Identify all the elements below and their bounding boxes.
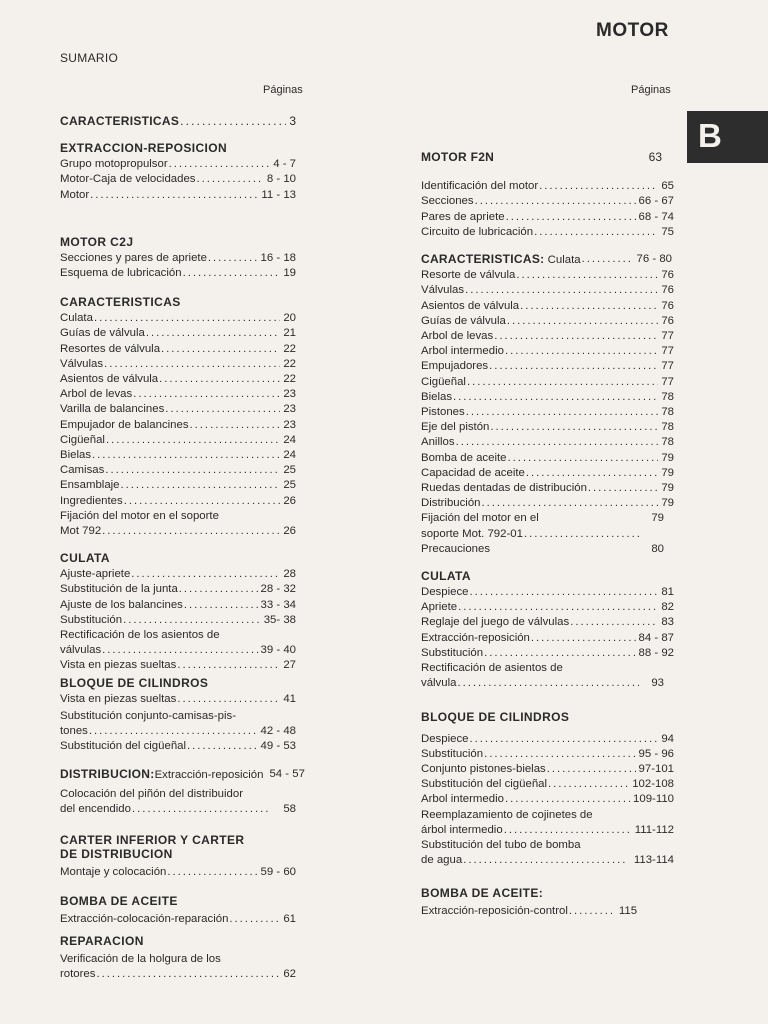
toc-entry-label: Varilla de balancines <box>60 403 165 416</box>
toc-row <box>60 326 296 341</box>
toc-page: 79 <box>661 451 674 464</box>
toc-list <box>421 732 674 808</box>
dot-leader <box>504 792 630 807</box>
toc-row <box>60 433 296 448</box>
toc-entry-label: Reglaje del juego de válvulas <box>421 616 570 629</box>
toc-entry-label: Secciones <box>421 195 474 208</box>
toc-row <box>421 314 674 329</box>
toc-page: 88 - 92 <box>638 646 674 659</box>
toc-row <box>421 435 674 450</box>
toc-row <box>421 732 674 747</box>
toc-entry-label: Bomba de aceite <box>421 451 507 464</box>
section-heading: BLOQUE DE CILINDROS <box>421 709 570 724</box>
dot-leader <box>481 496 659 511</box>
toc-page: 23 <box>283 403 296 416</box>
toc-row <box>421 585 674 600</box>
dot-leader <box>130 567 280 582</box>
dot-leader <box>104 463 280 478</box>
toc-row: Montaje y colocación . . . 59 - 60 <box>60 865 296 880</box>
toc-page: 4 - 7 <box>273 158 296 171</box>
dot-leader <box>530 631 636 646</box>
toc-entry-label: Substitución <box>421 646 484 659</box>
section-letter: B <box>698 117 722 154</box>
toc-page: 76 <box>661 299 674 312</box>
toc-entry-label: Eje del pistón <box>421 421 490 434</box>
toc-row <box>421 405 674 420</box>
toc-row <box>421 646 674 661</box>
toc-entry-label: Guías de válvula <box>60 327 145 340</box>
toc-page: 109-110 <box>633 793 674 806</box>
toc-page: 65 <box>661 180 674 193</box>
toc-row <box>421 268 674 283</box>
toc-page: 20 <box>283 312 296 325</box>
toc-page: 81 <box>661 586 674 599</box>
section-heading: CARACTERISTICAS <box>60 295 181 310</box>
toc-entry-label: Substitución <box>60 613 123 626</box>
toc-row <box>421 792 674 807</box>
dot-leader <box>120 478 281 493</box>
toc-entry-label: Bielas <box>421 390 453 403</box>
toc-entry-label: Distribución <box>421 497 481 510</box>
toc-entry-label: Camisas <box>60 464 105 477</box>
toc-entry-label: Ajuste de los balancines <box>60 598 183 611</box>
dot-leader <box>483 747 635 762</box>
toc-row: Vista en piezas sueltas . . . 27 <box>60 658 296 673</box>
toc-entry-label: Cigüeñal <box>60 433 105 446</box>
toc-entry-label: Empujadores <box>421 360 489 373</box>
toc-row <box>421 747 674 762</box>
toc-page: 16 - 18 <box>260 251 296 264</box>
dot-leader <box>178 582 258 597</box>
toc-row: Extracción-colocación-reparación . . . 61 <box>60 912 296 927</box>
dot-leader <box>469 585 659 600</box>
toc-row: válvulas . . . 39 - 40 <box>60 643 296 658</box>
dot-leader <box>474 194 636 209</box>
toc-page: 26 <box>283 494 296 507</box>
toc-page: 28 <box>283 568 296 581</box>
toc-page: 77 <box>661 375 674 388</box>
dot-leader <box>547 777 629 792</box>
toc-page: 21 <box>283 327 296 340</box>
toc-page: 22 <box>283 342 296 355</box>
toc-row <box>60 463 296 478</box>
section-heading: DE DISTRIBUCION <box>60 847 173 862</box>
dot-leader <box>505 210 636 225</box>
section-heading: MOTOR F2N <box>421 150 495 164</box>
toc-row: tones . . . 42 - 48 <box>60 724 296 739</box>
toc-row <box>60 387 296 402</box>
toc-entry-label: Extracción-reposición <box>421 631 530 644</box>
toc-entry-label: Despiece <box>421 732 469 745</box>
dot-leader <box>483 646 635 661</box>
toc-entry-line: Colocación del piñón del distribuidor <box>60 787 243 800</box>
toc-row <box>421 496 674 511</box>
toc-row <box>421 210 674 225</box>
toc-heading: CARACTERISTICAS <box>60 114 180 128</box>
toc-row: del encendido . . . 58 <box>60 802 296 817</box>
toc-entry-line: Verificación de la holgura de los <box>60 952 221 965</box>
toc-page: 76 <box>661 269 674 282</box>
section-heading: CULATA <box>60 551 110 566</box>
toc-page: 8 - 10 <box>266 173 296 186</box>
toc-entry-label: Despiece <box>421 586 469 599</box>
toc-page: 3 <box>289 114 296 128</box>
toc-row <box>60 251 296 266</box>
toc-row <box>421 762 674 777</box>
toc-page: 77 <box>661 360 674 373</box>
toc-page: 11 - 13 <box>261 188 296 201</box>
toc-row <box>421 194 674 209</box>
toc-row <box>421 375 674 390</box>
dot-leader <box>504 344 658 359</box>
toc-page: 76 <box>661 284 674 297</box>
toc-page: 77 <box>661 345 674 358</box>
dot-leader <box>469 732 659 747</box>
toc-row <box>60 157 296 172</box>
toc-list <box>60 157 296 203</box>
dot-leader <box>132 387 280 402</box>
pages-label-left: Páginas <box>263 84 303 96</box>
toc-page: 84 - 87 <box>638 631 674 644</box>
dot-leader <box>89 188 258 203</box>
toc-page: 25 <box>283 479 296 492</box>
toc-entry-label: Arbol de levas <box>60 388 133 401</box>
toc-row <box>421 283 674 298</box>
toc-row <box>421 777 674 792</box>
dot-leader <box>160 342 280 357</box>
toc-page: 25 <box>283 464 296 477</box>
toc-page: 78 <box>661 390 674 403</box>
toc-entry-label: Motor-Caja de velocidades <box>60 173 196 186</box>
toc-entry-label: Empujador de balancines <box>60 418 189 431</box>
toc-row <box>60 342 296 357</box>
toc-page: 95 - 96 <box>638 747 674 760</box>
toc-row <box>421 390 674 405</box>
toc-page: 24 <box>283 449 296 462</box>
toc-page: 22 <box>283 373 296 386</box>
toc-entry-label: Ruedas dentadas de distribución <box>421 482 587 495</box>
toc-page: 78 <box>661 406 674 419</box>
toc-entry-label: Resortes de válvula <box>60 342 161 355</box>
summary-heading: SUMARIO <box>60 51 119 65</box>
dot-leader <box>489 420 658 435</box>
section-heading: EXTRACCION-REPOSICION <box>60 141 228 156</box>
toc-row: Mot 792 . . . 26 <box>60 524 296 539</box>
toc-page: 97-101 <box>638 762 674 775</box>
toc-row <box>60 372 296 387</box>
toc-page: 77 <box>661 330 674 343</box>
dot-leader <box>569 615 658 630</box>
toc-entry-label: Asientos de válvula <box>421 299 520 312</box>
section-tab <box>687 111 768 163</box>
toc-entry-label: Capacidad de aceite <box>421 466 525 479</box>
toc-row <box>421 299 674 314</box>
toc-list <box>60 567 296 628</box>
dot-leader <box>123 494 281 509</box>
toc-entry-line: Rectificación de los asientos de <box>60 629 220 642</box>
dot-leader <box>91 448 280 463</box>
toc-entry-line: Fijación del motor en el soporte <box>60 509 219 522</box>
toc-row: válvula . . . 93 <box>421 676 674 691</box>
toc-row: MOTOR F2N 63 <box>421 150 662 164</box>
toc-entry-label: Esquema de lubricación <box>60 267 182 280</box>
toc-entry-label: Válvulas <box>421 284 465 297</box>
toc-row <box>421 179 674 194</box>
toc-page: 28 - 32 <box>260 583 296 596</box>
toc-entry-label: Anillos <box>421 436 455 449</box>
dot-leader <box>515 268 658 283</box>
toc-list <box>60 311 296 509</box>
section-heading: MOTOR C2J <box>60 234 134 249</box>
toc-row <box>60 598 296 613</box>
toc-entry-line: Reemplazamiento de cojinetes de <box>421 808 593 821</box>
toc-row <box>60 478 296 493</box>
toc-entry-label: Asientos de válvula <box>60 373 159 386</box>
toc-row: de agua . . . 113-114 <box>421 853 674 868</box>
toc-row <box>60 188 296 203</box>
dot-leader <box>196 172 264 187</box>
toc-entry-label: Ajuste-apriete <box>60 568 131 581</box>
toc-entry-label: Arbol intermedio <box>421 793 504 806</box>
toc-entry-label: Válvulas <box>60 357 104 370</box>
toc-row <box>60 311 296 326</box>
toc-page: 79 <box>661 497 674 510</box>
dot-leader <box>455 435 659 450</box>
toc-page: 79 <box>661 466 674 479</box>
toc-entry-label: Circuito de lubricación <box>421 225 534 238</box>
section-heading: DISTRIBUCION: <box>60 766 155 781</box>
dot-leader <box>105 433 280 448</box>
toc-entry-label: Secciones y pares de apriete <box>60 251 207 264</box>
toc-row <box>60 494 296 509</box>
toc-row: Precauciones 80 <box>421 542 664 555</box>
toc-row: soporte Mot. 792-01 . . . <box>421 527 674 542</box>
section-heading: CARACTERISTICAS: <box>421 252 545 267</box>
toc-row <box>421 481 674 496</box>
section-heading: REPARACION <box>60 933 144 948</box>
dot-leader <box>507 451 659 466</box>
toc-row <box>60 418 296 433</box>
dot-leader <box>525 466 658 481</box>
section-heading: BOMBA DE ACEITE <box>60 894 178 909</box>
toc-page: 35- 38 <box>263 613 296 626</box>
toc-entry-label: Apriete <box>421 601 458 614</box>
toc-row <box>60 114 296 129</box>
toc-page: 83 <box>661 616 674 629</box>
toc-page: 19 <box>283 267 296 280</box>
toc-page: 22 <box>283 357 296 370</box>
section-heading: BLOQUE DE CILINDROS <box>60 675 209 690</box>
toc-entry-label: Motor <box>60 188 90 201</box>
toc-row: Fijación del motor en el 79 <box>421 512 664 525</box>
toc-entry-label: Arbol de levas <box>421 330 494 343</box>
toc-page: 79 <box>661 482 674 495</box>
toc-row <box>421 600 674 615</box>
toc-page: 68 - 74 <box>638 210 674 223</box>
toc-row <box>421 225 674 240</box>
toc-row: Substitución del cigüeñal . . . 49 - 53 <box>60 739 296 754</box>
toc-page: 66 - 67 <box>638 195 674 208</box>
toc-entry-label: Conjunto pistones-bielas <box>421 762 546 775</box>
toc-entry-label: Substitución del cigüeñal <box>421 778 548 791</box>
toc-row <box>421 359 674 374</box>
toc-page: 33 - 34 <box>260 598 296 611</box>
toc-page: 24 <box>283 433 296 446</box>
dot-leader <box>493 329 658 344</box>
dot-leader <box>93 311 280 326</box>
dot-leader <box>158 372 280 387</box>
dot-leader <box>182 266 281 281</box>
toc-row: DISTRIBUCION:Extracción-reposición 54 - 57 <box>60 766 305 781</box>
toc-row <box>60 567 296 582</box>
dot-leader <box>587 481 658 496</box>
toc-row <box>421 420 674 435</box>
dot-leader <box>546 762 636 777</box>
toc-row <box>60 357 296 372</box>
toc-row <box>421 329 674 344</box>
section-heading: CARTER INFERIOR Y CARTER <box>60 833 245 848</box>
toc-row <box>421 344 674 359</box>
toc-page: 76 <box>661 314 674 327</box>
toc-page: 82 <box>661 601 674 614</box>
dot-leader <box>457 600 658 615</box>
toc-entry-line: Rectificación de asientos de <box>421 662 563 675</box>
toc-entry-label: Culata <box>60 312 93 325</box>
section-heading: BOMBA DE ACEITE: <box>421 886 544 901</box>
toc-entry-line: Substitución del tubo de bomba <box>421 838 581 851</box>
toc-entry-label: Ingredientes <box>60 494 123 507</box>
dot-leader <box>183 598 258 613</box>
toc-row <box>60 448 296 463</box>
toc-row: CARACTERISTICAS: Culata . . . 76 - 80 <box>421 252 674 268</box>
toc-entry-label: Arbol intermedio <box>421 345 504 358</box>
dot-leader <box>168 157 271 172</box>
right-column <box>421 150 674 920</box>
toc-entry-label: Ensamblaje <box>60 479 120 492</box>
dot-leader <box>488 359 658 374</box>
toc-row <box>60 402 296 417</box>
dot-leader <box>506 314 658 329</box>
toc-list <box>421 179 674 240</box>
toc-page: 78 <box>661 421 674 434</box>
toc-page: 75 <box>661 225 674 238</box>
toc-entry-label: Substitución de la junta <box>60 583 178 596</box>
toc-row <box>421 615 674 630</box>
toc-row <box>60 582 296 597</box>
dot-leader <box>145 326 280 341</box>
toc-entry-label: Substitución <box>421 747 484 760</box>
toc-entry-label: Identificación del motor <box>421 180 539 193</box>
toc-entry-label: Cigüeñal <box>421 375 466 388</box>
dot-leader <box>207 251 258 266</box>
toc-list <box>421 268 674 511</box>
dot-leader <box>164 402 280 417</box>
toc-entry-label: Resorte de válvula <box>421 269 516 282</box>
page-title: MOTOR <box>596 20 669 41</box>
toc-entry-label: Guías de válvula <box>421 314 506 327</box>
toc-row: Extracción-reposición-control . . . 115 <box>421 904 674 919</box>
toc-list <box>60 251 296 281</box>
toc-page: 23 <box>283 388 296 401</box>
dot-leader <box>465 405 659 420</box>
toc-entry-label: Pistones <box>421 406 465 419</box>
toc-row <box>60 172 296 187</box>
toc-entry-line: Substitución conjunto-camisas-pis- <box>60 709 236 722</box>
dot-leader <box>189 418 281 433</box>
section-heading: CULATA <box>421 569 471 584</box>
dot-leader <box>122 613 261 628</box>
toc-page: 102-108 <box>632 778 674 791</box>
dot-leader <box>464 283 658 298</box>
toc-entry-label: Pares de apriete <box>421 210 505 223</box>
toc-entry-label: Grupo motopropulsor <box>60 158 168 171</box>
toc-row <box>421 466 674 481</box>
dot-leader <box>519 299 658 314</box>
pages-label-right: Páginas <box>631 84 671 96</box>
dot-leader <box>538 179 658 194</box>
toc-page: 23 <box>283 418 296 431</box>
dot-leader <box>533 225 658 240</box>
dot-leader <box>452 390 658 405</box>
toc-row: árbol intermedio . . . 111-112 <box>421 823 674 838</box>
toc-row: Vista en piezas sueltas . . . 41 <box>60 692 296 707</box>
toc-row <box>421 631 674 646</box>
toc-page: 94 <box>661 732 674 745</box>
toc-list <box>421 585 674 661</box>
dot-leader <box>466 375 658 390</box>
toc-row <box>421 451 674 466</box>
left-column <box>60 114 305 982</box>
toc-entry-label: Bielas <box>60 449 92 462</box>
toc-page: 78 <box>661 436 674 449</box>
toc-row <box>60 613 296 628</box>
toc-row <box>60 266 296 281</box>
toc-row: rotores . . . 62 <box>60 967 296 982</box>
dot-leader <box>103 357 280 372</box>
